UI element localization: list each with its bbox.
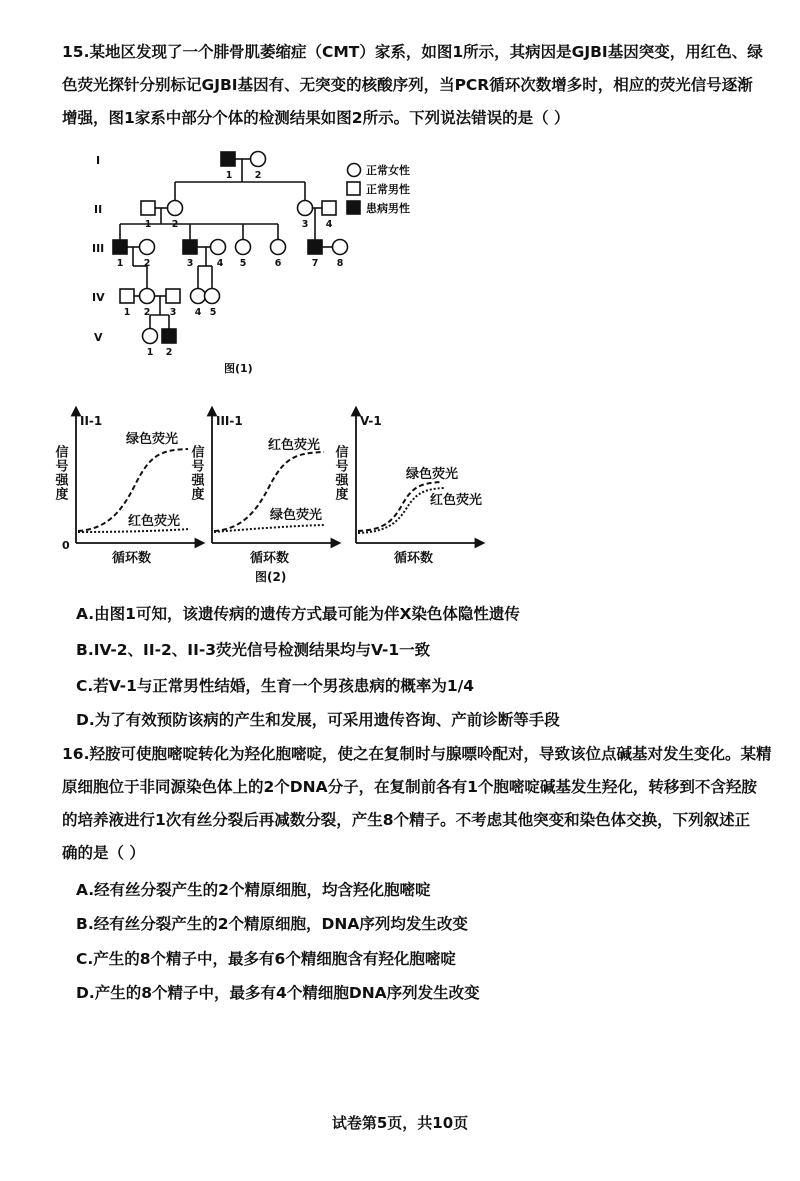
x-axis-label: 循环数 <box>394 551 434 566</box>
legend-affected-label: 患病男性 <box>366 202 410 215</box>
num: 1 <box>144 219 152 230</box>
q15-option-b: B.IV-2、II-2、II-3荧光信号检测结果均与V-1一致 <box>76 641 431 659</box>
figure2-charts <box>0 405 800 585</box>
num: 3 <box>169 307 177 318</box>
num: 3 <box>186 258 194 269</box>
num: 8 <box>336 258 344 269</box>
num: 1 <box>123 307 131 318</box>
pedigree-figure <box>0 140 800 380</box>
y-axis-label: 信号强度 <box>52 445 68 501</box>
q15-option-a: A.由图1可知，该遗传病的遗传方式最可能为伴X染色体隐性遗传 <box>76 605 520 623</box>
num: 5 <box>209 307 217 318</box>
y-axis-label: 信号强度 <box>332 445 348 501</box>
green-label: 绿色荧光 <box>270 508 323 523</box>
num: 5 <box>239 258 247 269</box>
num: 2 <box>143 258 151 269</box>
num: 2 <box>143 307 151 318</box>
gen-label-1: I <box>96 154 101 167</box>
red-label: 红色荧光 <box>430 493 483 508</box>
q16-option-d: D.产生的8个精子中，最多有4个精细胞DNA序列发生改变 <box>76 984 480 1002</box>
chart-iii-1 <box>189 411 337 566</box>
origin: 0 <box>62 539 70 552</box>
num: 4 <box>216 258 224 269</box>
green-label: 绿色荧光 <box>126 432 179 447</box>
legend-female-icon <box>348 164 361 177</box>
x-axis-label: 循环数 <box>250 551 290 566</box>
y-axis-label: 信号强度 <box>188 445 204 501</box>
q16-option-c: C.产生的8个精子中，最多有6个精细胞含有羟化胞嘧啶 <box>76 950 456 968</box>
chart-ii-1 <box>53 411 201 566</box>
num: 4 <box>194 307 202 318</box>
q15-option-c: C.若V-1与正常男性结婚，生育一个男孩患病的概率为1/4 <box>76 677 475 695</box>
q16-line-2: 原细胞位于非同源染色体上的2个DNA分子，在复制前各有1个胞嘧啶碱基发生羟化，转移到不含羟胺 <box>62 778 757 796</box>
chart-label: III-1 <box>216 414 243 428</box>
page-footer: 试卷第5页，共10页 <box>331 1114 469 1132</box>
q15-stem <box>62 36 762 135</box>
q15-line-2: 色荧光探针分别标记GJBI基因有、无突变的核酸序列，当PCR循环次数增多时，相应的荧光信号逐渐 <box>62 76 753 94</box>
q16-line-4: 确的是（ ） <box>62 844 145 862</box>
q15-line-1: 15.某地区发现了一个腓骨肌萎缩症（CMT）家系，如图1所示，其病因是GJBI基因突变，用红色、绿 <box>62 43 763 61</box>
red-label: 红色荧光 <box>268 438 321 453</box>
legend-male-label: 正常男性 <box>366 183 410 196</box>
q16-line-3: 的培养液进行1次有丝分裂后再减数分裂，产生8个精子。不考虑其他突变和染色体交换，下列叙述正 <box>62 811 751 829</box>
legend-female-label: 正常女性 <box>366 164 410 177</box>
legend-affected-male-icon <box>347 201 360 214</box>
num: 4 <box>325 219 333 230</box>
chart-v-1 <box>333 411 483 566</box>
red-label: 红色荧光 <box>128 514 181 529</box>
q15-option-d: D.为了有效预防该病的产生和发展，可采用遗传咨询、产前诊断等手段 <box>76 711 560 729</box>
q16-option-a: A.经有丝分裂产生的2个精原细胞，均含羟化胞嘧啶 <box>76 881 431 899</box>
num: 2 <box>254 170 262 181</box>
x-axis-label: 循环数 <box>112 551 152 566</box>
num: 3 <box>301 219 309 230</box>
num: 2 <box>165 347 173 358</box>
gen-label-3: III <box>92 242 105 255</box>
red-curve <box>78 529 190 532</box>
chart-label: II-1 <box>80 414 103 428</box>
green-label: 绿色荧光 <box>406 467 459 482</box>
q16-stem <box>62 738 772 870</box>
q16-option-b: B.经有丝分裂产生的2个精原细胞，DNA序列均发生改变 <box>76 915 468 933</box>
figure1-caption: 图(1) <box>224 362 253 375</box>
num: 2 <box>171 219 179 230</box>
num: 6 <box>274 258 282 269</box>
chart-label: V-1 <box>360 414 382 428</box>
gen-label-5: V <box>94 331 103 344</box>
legend-male-icon <box>347 182 360 195</box>
gen-label-4: IV <box>92 291 105 304</box>
num: 1 <box>146 347 154 358</box>
gen-label-2: II <box>94 203 103 216</box>
figure2-caption: 图(2) <box>255 570 287 584</box>
num: 7 <box>311 258 319 269</box>
num: 1 <box>225 170 233 181</box>
q15-line-3: 增强，图1家系中部分个体的检测结果如图2所示。下列说法错误的是（ ） <box>62 109 570 127</box>
num: 1 <box>116 258 124 269</box>
q16-line-1: 16.羟胺可使胞嘧啶转化为羟化胞嘧啶，使之在复制时与腺嘌呤配对，导致该位点碱基对发生变化。某精 <box>62 745 772 763</box>
